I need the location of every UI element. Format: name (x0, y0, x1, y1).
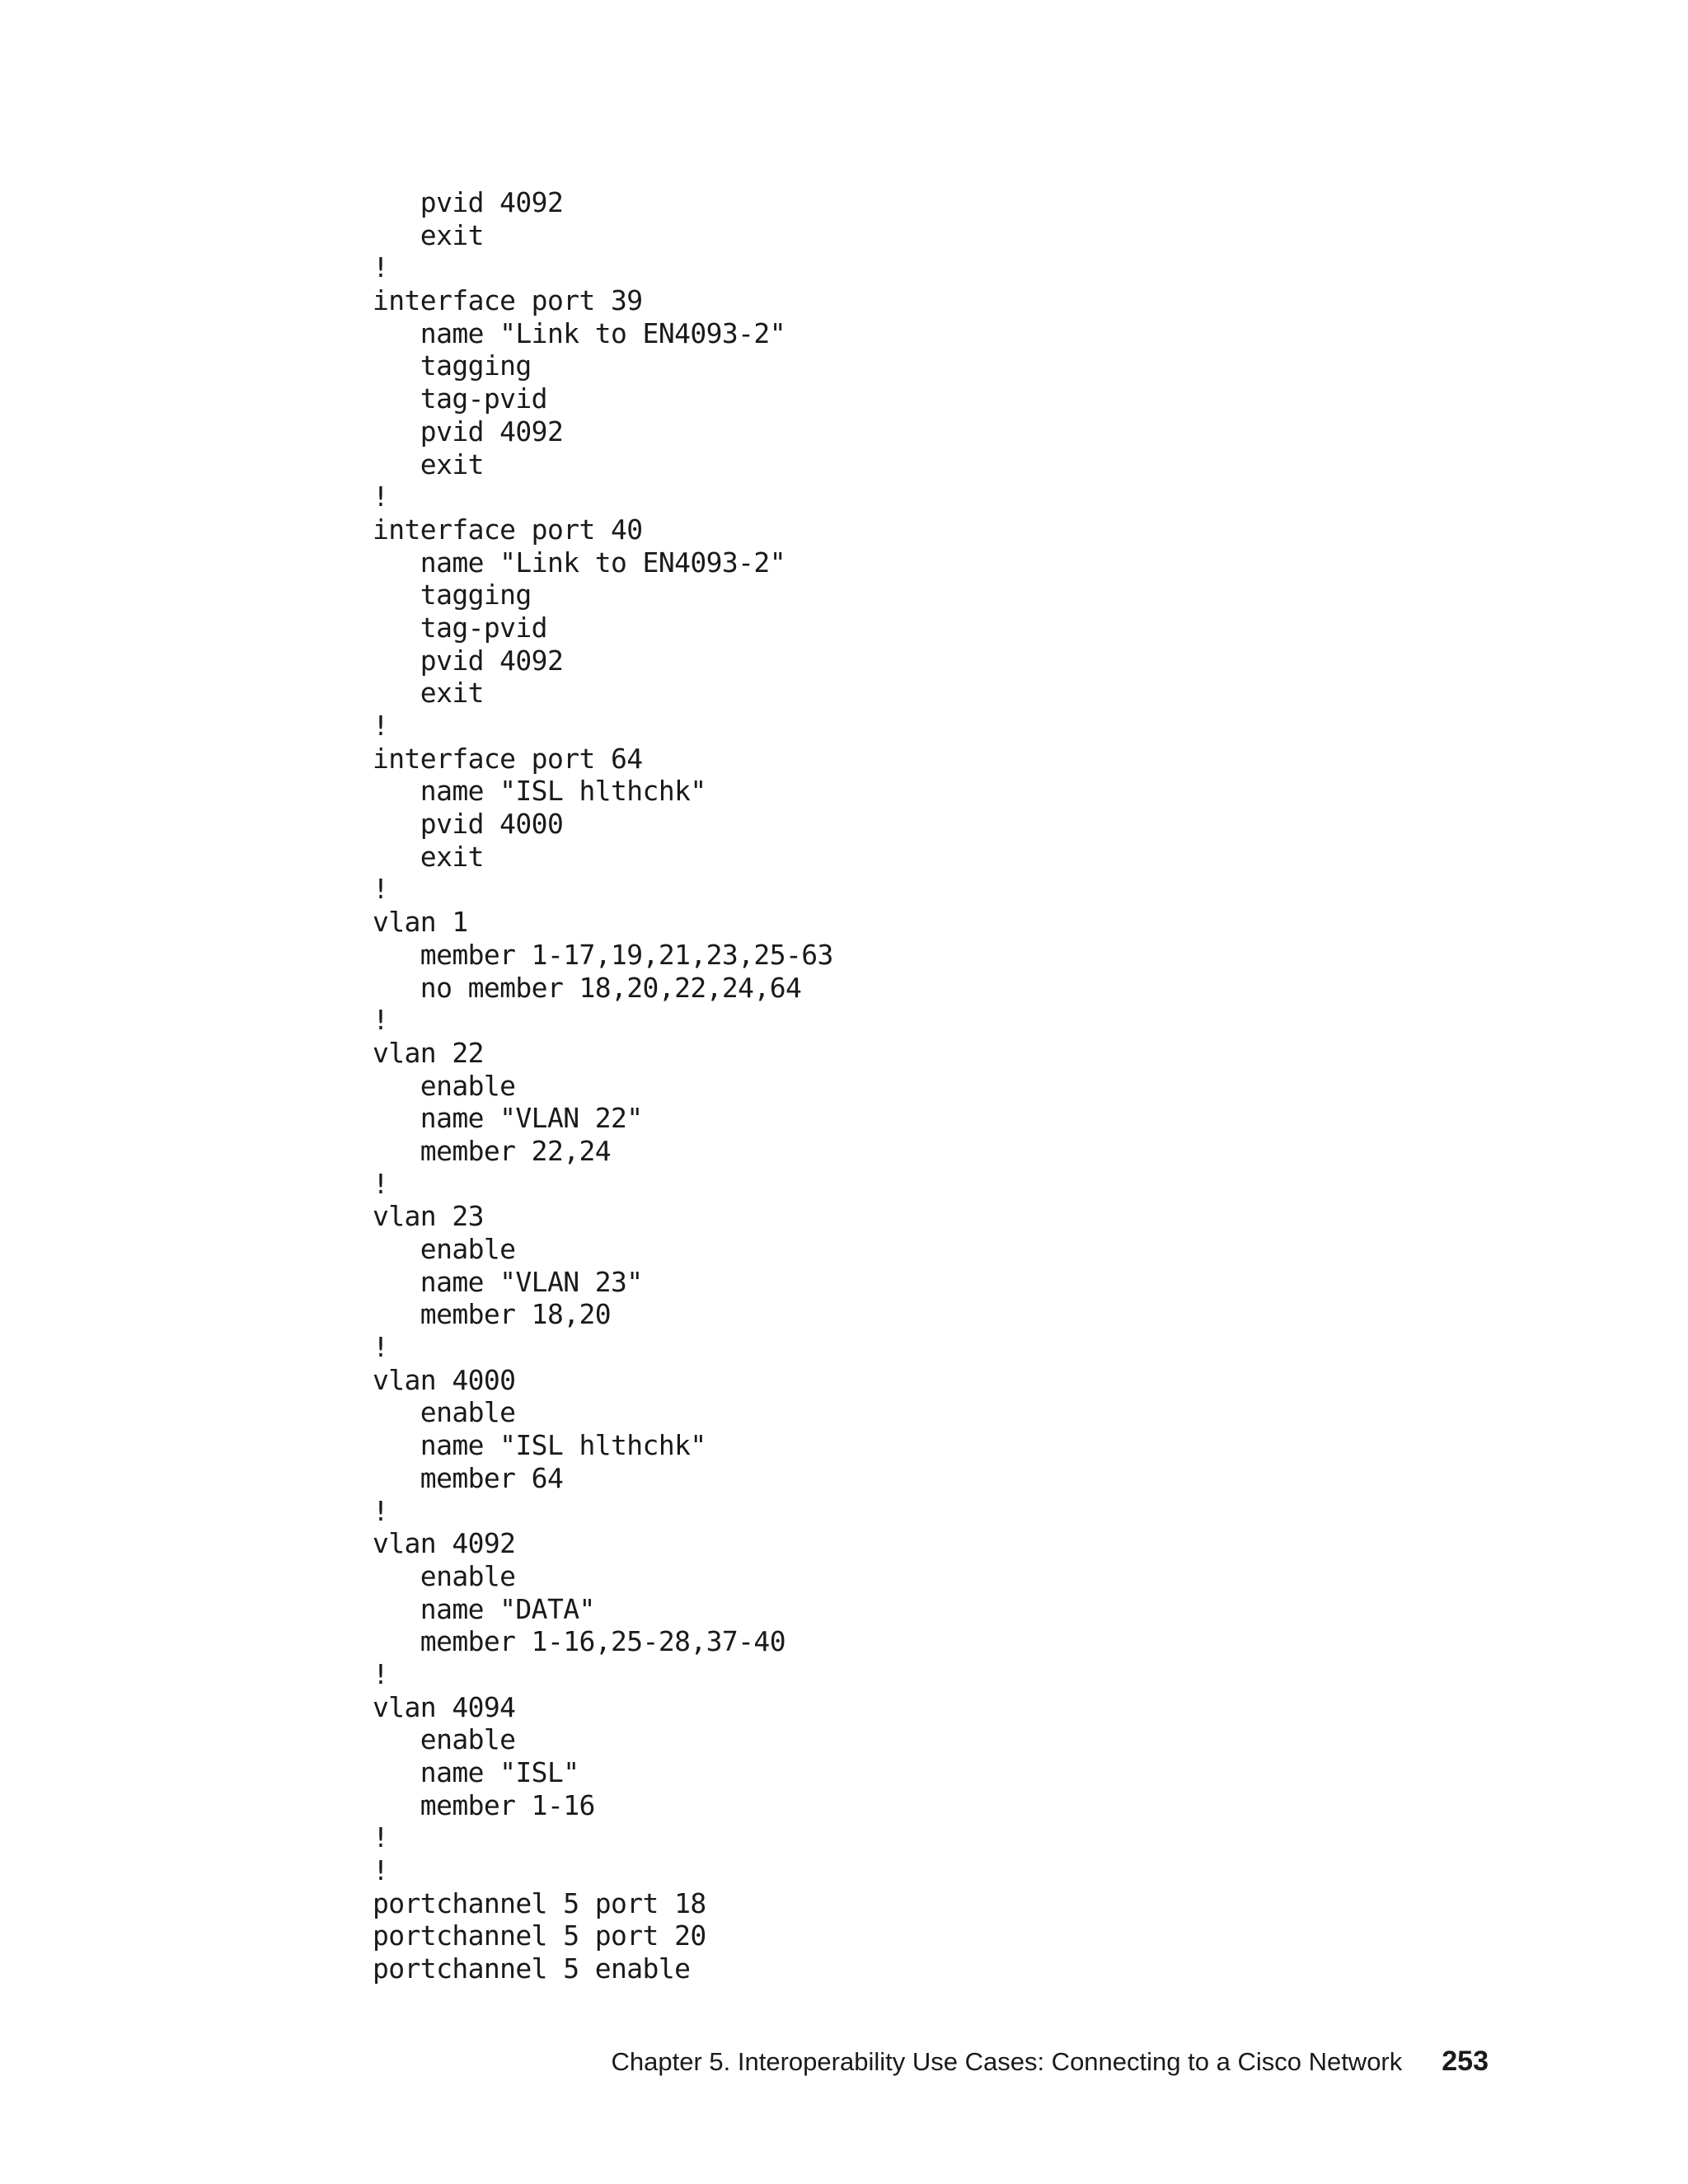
code-line: ! (373, 1657, 389, 1690)
code-line: portchannel 5 port 20 (373, 1919, 706, 1952)
code-line: ! (373, 873, 389, 906)
code-line: interface port 40 (373, 513, 643, 546)
code-line: member 18,20 (373, 1298, 612, 1331)
code-line: name "DATA" (373, 1592, 595, 1625)
code-line: interface port 64 (373, 742, 643, 775)
code-line: vlan 1 (373, 906, 468, 939)
code-line: tagging (373, 349, 532, 382)
footer-chapter-title: Chapter 5. Interoperability Use Cases: Connecting to a Cisco Network (611, 2047, 1403, 2076)
code-line: vlan 4000 (373, 1363, 516, 1396)
code-line: enable (373, 1069, 516, 1102)
code-line: no member 18,20,22,24,64 (373, 971, 802, 1004)
code-line: member 64 (373, 1461, 564, 1494)
code-listing (373, 186, 1526, 1985)
code-line: member 22,24 (373, 1134, 612, 1167)
code-line: portchannel 5 enable (373, 1952, 691, 1985)
code-line: ! (373, 1167, 389, 1200)
code-line: tagging (373, 579, 532, 612)
code-line: tag-pvid (373, 382, 547, 415)
code-line: name "VLAN 22" (373, 1102, 643, 1135)
code-line: vlan 4092 (373, 1527, 516, 1560)
code-line: ! (373, 480, 389, 513)
code-line: name "ISL hlthchk" (373, 775, 706, 808)
code-line: ! (373, 710, 389, 742)
code-line: member 1-17,19,21,23,25-63 (373, 938, 833, 971)
code-line: ! (373, 1854, 389, 1887)
code-line: vlan 23 (373, 1200, 484, 1233)
code-line: ! (373, 1494, 389, 1527)
code-line: exit (373, 448, 484, 480)
code-line: member 1-16 (373, 1788, 595, 1821)
code-line: vlan 4094 (373, 1690, 516, 1723)
code-line: enable (373, 1723, 516, 1756)
code-line: ! (373, 1004, 389, 1037)
page-number: 253 (1442, 2046, 1489, 2077)
code-line: name "VLAN 23" (373, 1265, 643, 1298)
code-line: name "ISL" (373, 1756, 579, 1788)
code-line: enable (373, 1559, 516, 1592)
code-line: exit (373, 218, 484, 251)
code-line: pvid 4092 (373, 415, 564, 448)
code-line: pvid 4092 (373, 644, 564, 677)
code-line: exit (373, 840, 484, 873)
code-line: pvid 4000 (373, 808, 564, 841)
code-line: interface port 39 (373, 284, 643, 317)
code-line: tag-pvid (373, 611, 547, 644)
code-line: portchannel 5 port 18 (373, 1886, 706, 1919)
code-line: enable (373, 1396, 516, 1429)
code-line: name "Link to EN4093-2" (373, 546, 785, 579)
code-line: ! (373, 1331, 389, 1364)
page-footer (612, 2046, 1489, 2087)
code-line: name "Link to EN4093-2" (373, 316, 785, 349)
code-line: vlan 22 (373, 1036, 484, 1069)
code-line: enable (373, 1233, 516, 1265)
code-line: ! (373, 251, 389, 284)
code-line: ! (373, 1821, 389, 1854)
code-line: member 1-16,25-28,37-40 (373, 1625, 785, 1658)
code-line: name "ISL hlthchk" (373, 1429, 706, 1462)
code-line: pvid 4092 (373, 186, 564, 218)
code-line: exit (373, 677, 484, 710)
